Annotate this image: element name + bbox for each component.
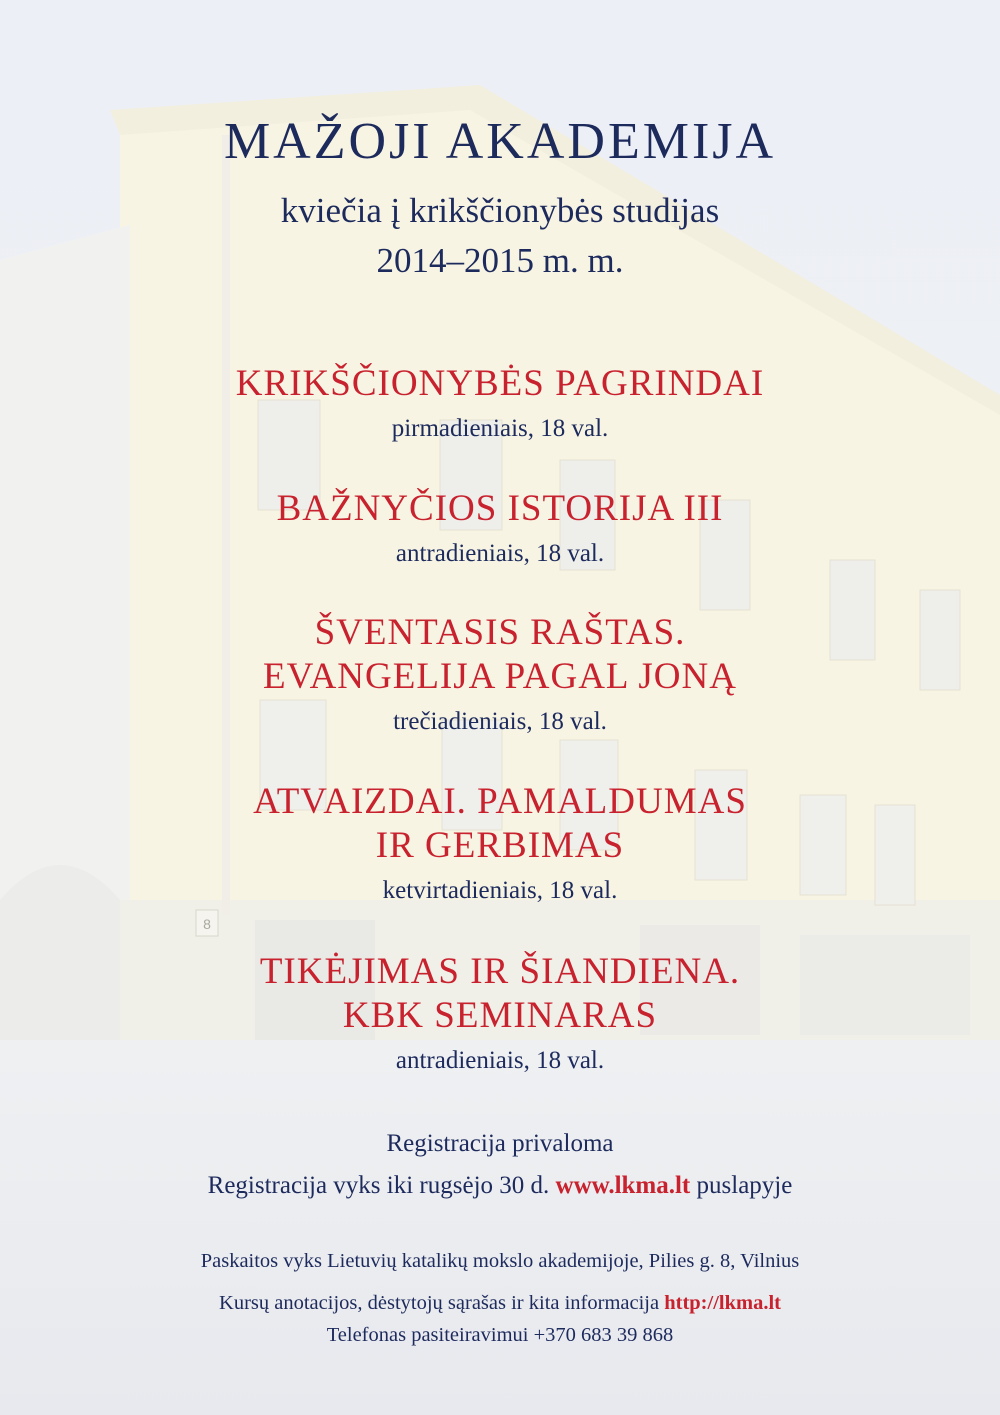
course-title: ATVAIZDAI. PAMALDUMAS bbox=[253, 781, 747, 822]
course-schedule: antradieniais, 18 val. bbox=[395, 1047, 605, 1074]
location-info: Paskaitos vyks Lietuvių katalikų mokslo akademijoje, Pilies g. 8, Vilnius bbox=[200, 1250, 800, 1272]
course-schedule: antradieniais, 18 val. bbox=[395, 540, 605, 567]
course-item bbox=[0, 780, 1000, 908]
course-title: ŠVENTASIS RAŠTAS. bbox=[314, 612, 686, 653]
more-info-text: Kursų anotacijos, dėstytojų sąrašas ir kita informacija bbox=[219, 1292, 665, 1314]
course-title-line-2: KBK SEMINARAS bbox=[342, 995, 658, 1036]
academic-year: 2014–2015 m. m. bbox=[376, 241, 624, 280]
course-title: KRIKŠČIONYBĖS PAGRINDAI bbox=[235, 363, 765, 404]
course-title-line-2: IR GERBIMAS bbox=[375, 825, 625, 866]
course-schedule: trečiadieniais, 18 val. bbox=[393, 708, 607, 735]
website-link[interactable]: http://lkma.lt bbox=[664, 1292, 781, 1314]
registration-required: Registracija privaloma bbox=[386, 1130, 614, 1157]
more-info bbox=[0, 1288, 1000, 1318]
course-item bbox=[0, 950, 1000, 1078]
registration-link[interactable]: www.lkma.lt bbox=[555, 1172, 691, 1199]
course-schedule: ketvirtadieniais, 18 val. bbox=[382, 877, 618, 904]
registration-deadline-suffix: puslapyje bbox=[690, 1172, 793, 1199]
subtitle: kviečia į krikščionybės studijas bbox=[280, 191, 720, 230]
course-schedule: pirmadieniais, 18 val. bbox=[391, 415, 609, 442]
course-item bbox=[0, 611, 1000, 739]
course-item bbox=[0, 487, 1000, 571]
building-number: 8 bbox=[203, 916, 211, 932]
phone-info: Telefonas pasiteiravimui +370 683 39 868 bbox=[326, 1324, 674, 1346]
registration-deadline-text: Registracija vyks iki rugsėjo 30 d. bbox=[207, 1172, 556, 1199]
course-title-line-2: EVANGELIJA PAGAL JONĄ bbox=[263, 656, 737, 697]
course-title: BAŽNYČIOS ISTORIJA III bbox=[276, 488, 724, 529]
course-title: TIKĖJIMAS IR ŠIANDIENA. bbox=[259, 951, 741, 992]
page-title: MAŽOJI AKADEMIJA bbox=[223, 113, 777, 170]
registration-deadline bbox=[0, 1168, 1000, 1204]
course-item bbox=[0, 362, 1000, 446]
